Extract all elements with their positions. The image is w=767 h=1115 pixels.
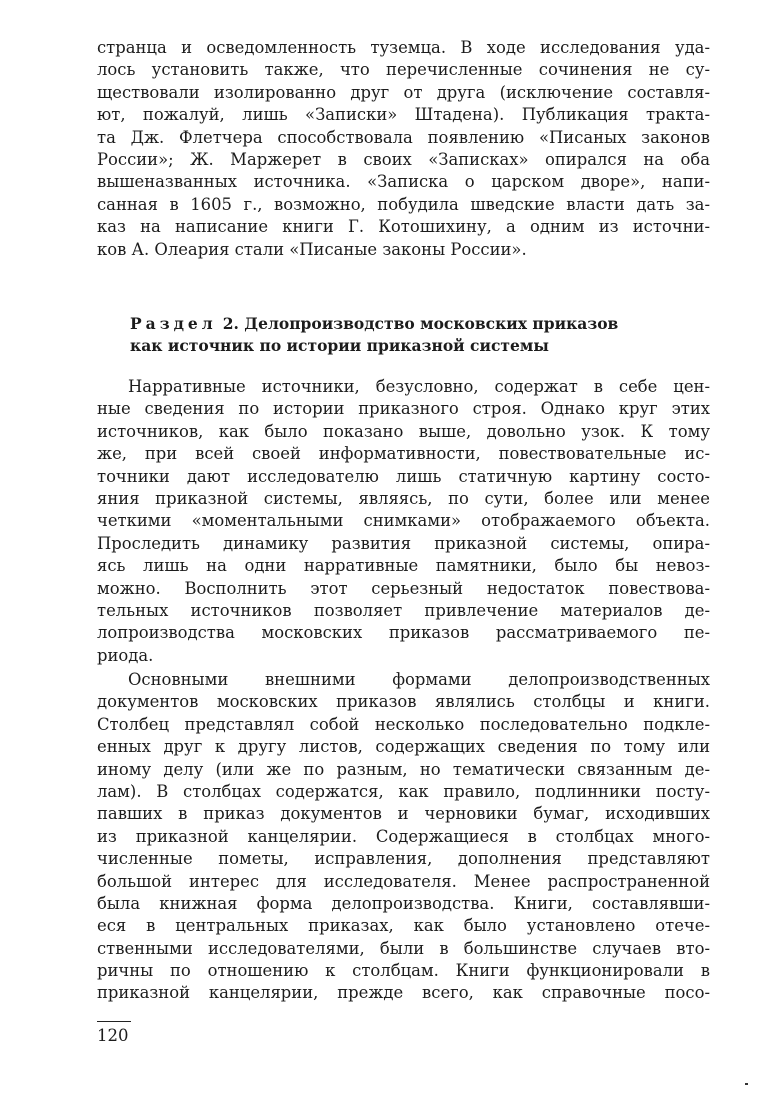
paragraph-document-forms (97, 669, 710, 1005)
section-heading (130, 313, 690, 357)
text-line: численные пометы, исправления, дополнения представляют (97, 849, 710, 869)
text-line: санная в 1605 г., возможно, побудила шведские власти дать за- (97, 194, 710, 214)
text-line: каз на написание книги Г. Котошихину, а одним из источни- (97, 217, 710, 237)
text-line: источников, как было показано выше, довольно узок. К тому (97, 421, 710, 441)
text-line: лопроизводства московских приказов рассматриваемого пе- (97, 623, 710, 643)
text-line: ков А. Олеария стали «Писаные законы России». (97, 239, 527, 259)
text-line: иному делу (или же по разным, но тематически связанным де- (97, 759, 710, 779)
text-line: лам). В столбцах содержатся, как правило, подлинники посту- (97, 781, 710, 801)
text-line: ют, пожалуй, лишь «Записки» Штадена). Публикация тракта- (97, 105, 710, 125)
text-line: документов московских приказов являлись столбцы и книги. (97, 692, 710, 712)
page-number: 120 (97, 1026, 129, 1045)
text-line: Проследить динамику развития приказной системы, опира- (97, 533, 710, 553)
text-line: тельных источников позволяет привлечение материалов де- (97, 600, 710, 620)
text-line: Основными внешними формами делопроизводственных (128, 670, 710, 689)
text-line: можно. Восполнить этот серьезный недостаток повествова- (97, 578, 710, 598)
text-line: из приказной канцелярии. Содержащиеся в столбцах много- (97, 826, 710, 846)
text-line: риода. (97, 645, 154, 665)
text-line: та Дж. Флетчера способствовала появлению «Писаных законов (97, 127, 710, 147)
text-line: странца и осведомленность туземца. В ходе исследования уда- (97, 38, 710, 57)
text-line: ственными исследователями, были в большинстве случаев вто- (97, 938, 710, 958)
text-line: ричны по отношению к столбцам. Книги функционировали в (97, 961, 710, 981)
text-line: еся в центральных приказах, как было установлено отече- (97, 916, 710, 936)
section-label: Раздел (130, 314, 217, 333)
text-line: же, при всей своей информативности, повествовательные ис- (97, 444, 710, 464)
text-line: приказной канцелярии, прежде всего, как справочные посо- (97, 983, 710, 1003)
page-number-rule (97, 1021, 131, 1022)
text-line: точники дают исследователю лишь статичную картину состо- (97, 466, 710, 486)
text-line: яния приказной системы, являясь, по сути, более или менее (97, 488, 710, 508)
text-line: была книжная форма делопроизводства. Книги, составлявши- (97, 893, 710, 913)
text-line: лось установить также, что перечисленные сочинения не су- (97, 60, 710, 80)
text-line: павших в приказ документов и черновики бумаг, исходивших (97, 804, 710, 824)
paragraph-continuation (97, 37, 710, 261)
section-title-part-1: 2. Делопроизводство московских приказов (222, 314, 619, 333)
text-line: России»; Ж. Маржерет в своих «Записках» опирался на оба (97, 149, 710, 169)
text-line: енных друг к другу листов, содержащих сведения по тому или (97, 737, 710, 757)
text-line: ясь лишь на одни нарративные памятники, было бы невоз- (97, 556, 710, 576)
text-line: Нарративные источники, безусловно, содержат в себе цен- (128, 377, 710, 396)
text-line: вышеназванных источника. «Записка о царском дворе», напи- (97, 172, 710, 192)
text-line: ществовали изолированно друг от друга (исключение составля- (97, 82, 710, 102)
section-heading-line-2: как источник по истории приказной системы (130, 336, 549, 355)
text-line: большой интерес для исследователя. Менее распространенной (97, 871, 710, 891)
section-heading-line-1 (130, 313, 690, 335)
paragraph-narrative-sources (97, 376, 710, 667)
text-line: ные сведения по истории приказного строя. Однако круг этих (97, 399, 710, 419)
text-line: четкими «моментальными снимками» отображаемого объекта. (97, 511, 710, 531)
text-line: Столбец представлял собой несколько последовательно подкле- (97, 714, 710, 734)
scan-speck (745, 1083, 748, 1085)
